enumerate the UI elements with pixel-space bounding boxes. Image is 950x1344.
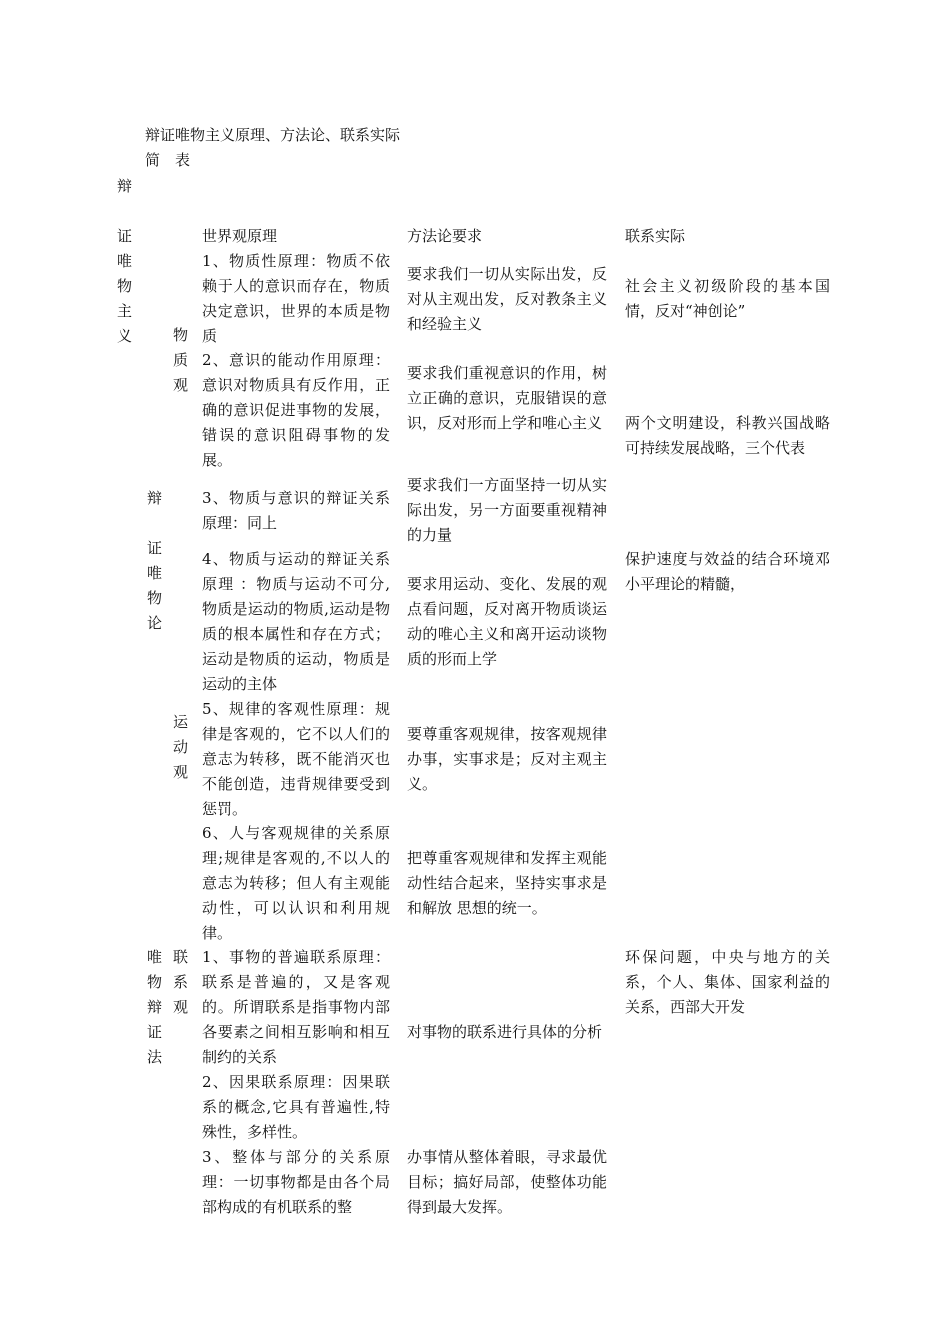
- side-label-weiwubianzhengfa: 唯物辩证法: [147, 948, 163, 1066]
- method-7: 对事物的联系进行具体的分析: [407, 1023, 603, 1041]
- practice-3: 保护速度与效益的结合环境邓小平理论的精髓，: [625, 550, 830, 593]
- method-3: 要求我们一方面坚持一切从实际出发，另一方面要重视精神的力量: [407, 476, 607, 544]
- side-label-zhengweiwulun: 证唯物论: [147, 539, 163, 632]
- side-label-bian: 辩: [117, 177, 133, 195]
- page-subtitle: 简 表: [145, 151, 191, 169]
- side-label-bian-2: 辩: [147, 489, 163, 507]
- practice-1: 社会主义初级阶段的基本国情，反对“神创论”: [625, 277, 830, 320]
- principle-4: 4、物质与运动的辩证关系原理 ：物质与运动不可分,物质是运动的物质,运动是物质的根本属性和存在方式；运动是物质的运动，物质是运动的主体: [202, 550, 390, 693]
- practice-4: 环保问题，中央与地方的关系，个人、集体、国家利益的关系，西部大开发: [625, 948, 830, 1016]
- method-2: 要求我们重视意识的作用，树立正确的意识，克服错误的意识，反对形而上学和唯心主义: [407, 364, 607, 432]
- side-label-lianxiguan: 联系观: [173, 948, 189, 1016]
- header-principle: 世界观原理: [202, 227, 278, 245]
- side-label-wuzhiguan: 物质观: [173, 326, 189, 394]
- principle-3: 3、物质与意识的辩证关系原理：同上: [202, 489, 390, 532]
- principle-2: 2、意识的能动作用原理：意识对物质具有反作用，正确的意识促进事物的发展，错误的意识阻碍事物的发展。: [202, 351, 390, 469]
- principle-9: 3、整体与部分的关系原理：一切事物都是由各个局部构成的有机联系的整: [202, 1148, 390, 1216]
- header-practice: 联系实际: [625, 227, 686, 245]
- side-label-zhengweiwuzhuyi: 证唯物主义: [117, 227, 133, 345]
- method-8: 办事情从整体着眼，寻求最优目标；搞好局部，使整体功能得到最大发挥。: [407, 1148, 607, 1216]
- principle-7: 1、事物的普遍联系原理：联系是普遍的，又是客观的。所谓联系是指事物内部各要素之间相互影响和相互制约的关系: [202, 948, 390, 1066]
- page-title: 辩证唯物主义原理、方法论、联系实际: [145, 126, 401, 144]
- side-label-yundongguan: 运动观: [173, 713, 189, 781]
- method-4: 要求用运动、变化、发展的观点看问题，反对离开物质谈运动的唯心主义和离开运动谈物质的形而上学: [407, 575, 607, 668]
- practice-2: 两个文明建设，科教兴国战略可持续发展战略，三个代表: [625, 414, 830, 457]
- method-1: 要求我们一切从实际出发，反对从主观出发，反对教条主义和经验主义: [407, 265, 607, 333]
- principle-1: 1、物质性原理：物质不依赖于人的意识而存在，物质决定意识，世界的本质是物质: [202, 252, 390, 345]
- principle-8: 2、因果联系原理：因果联系的概念,它具有普遍性,特殊性，多样性。: [202, 1073, 390, 1141]
- method-5: 要尊重客观规律，按客观规律办事，实事求是；反对主观主义。: [407, 725, 607, 793]
- method-6: 把尊重客观规律和发挥主观能动性结合起来，坚持实事求是和解放 思想的统一。: [407, 849, 607, 917]
- header-method: 方法论要求: [407, 227, 483, 245]
- principle-5: 5、规律的客观性原理：规律是客观的，它不以人们的意志为转移，既不能消灭也不能创造，违背规律要受到惩罚。: [202, 700, 390, 818]
- principle-6: 6、人与客观规律的关系原理;规律是客观的,不以人的意志为转移；但人有主观能动性，可以认识和利用规律。: [202, 824, 390, 942]
